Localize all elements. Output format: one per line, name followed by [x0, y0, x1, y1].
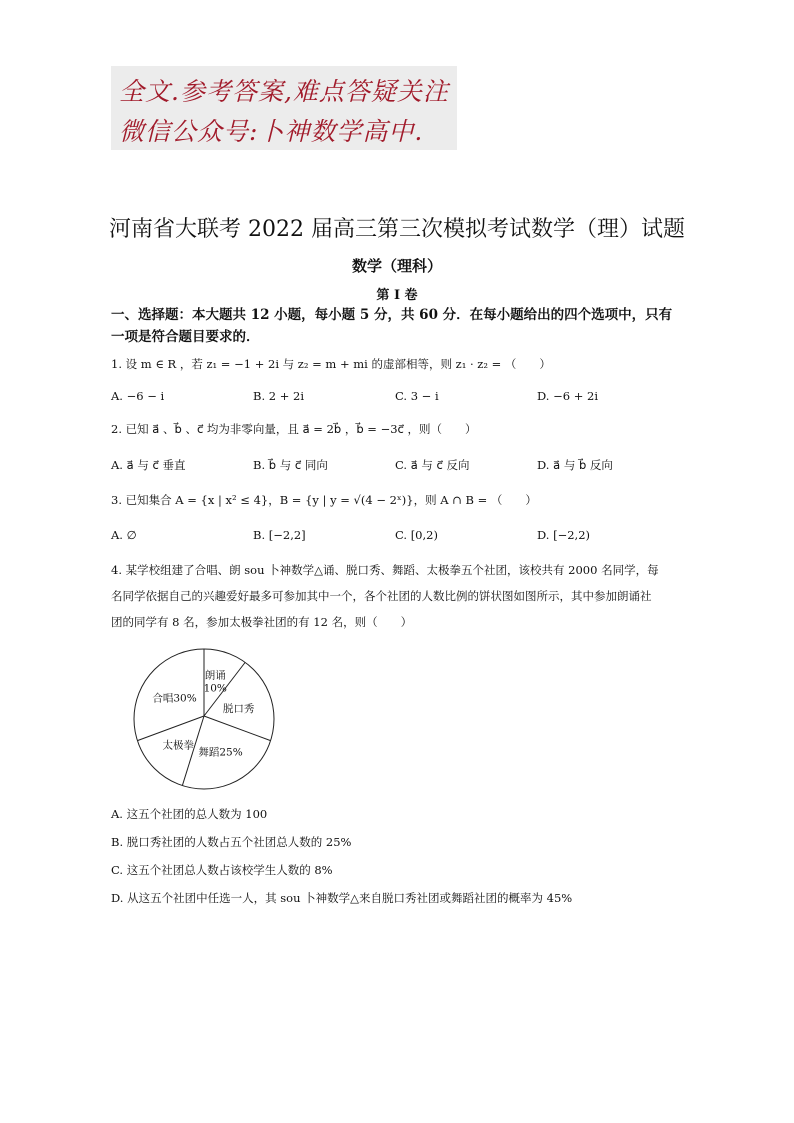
pie-slice-label: 舞蹈25%: [198, 746, 243, 759]
banner-line-1: 全文.参考答案,难点答疑关注: [119, 77, 449, 106]
q1-option-d: D. −6 + 2i: [537, 389, 599, 403]
page-subtitle: 数学（理科）: [351, 257, 442, 275]
question-1-stem: 1. 设 m ∈ R ，若 z₁ = −1 + 2i 与 z₂ = m + mi 的虚部相等，则 z₁ · z₂ = （ ）: [111, 357, 551, 371]
pie-slice-label: 合唱30%: [152, 692, 197, 705]
q4-stem-line-3: 团的同学有 8 名，参加太极拳社团的有 12 名，则（ ）: [111, 615, 413, 629]
q2-option-c: C. a⃗ 与 c⃗ 反向: [395, 458, 470, 472]
q4-option-c: C. 这五个社团总人数占该校学生人数的 8%: [111, 863, 333, 877]
volume-label: 第 I 卷: [376, 288, 418, 303]
q2-option-a: A. a⃗ 与 c⃗ 垂直: [111, 458, 186, 472]
q3-option-b: B. [−2,2]: [253, 528, 306, 542]
q3-option-c: C. [0,2): [395, 528, 438, 542]
question-3-stem: 3. 已知集合 A = {x | x² ≤ 4}，B = {y | y = √(4 − 2ˣ)}，则 A ∩ B = （ ）: [111, 493, 537, 507]
banner-line-2: 微信公众号:卜神数学高中.: [119, 117, 424, 146]
q1-option-a: A. −6 − i: [111, 389, 165, 403]
question-4-stem: [111, 557, 686, 635]
question-2-stem: 2. 已知 a⃗ 、b⃗ 、c⃗ 均为非零向量，且 a⃗ = 2b⃗ ，b⃗ = −3c⃗ ，则（ ）: [111, 422, 477, 436]
handwritten-banner: [111, 66, 457, 150]
pie-slice-label: 朗诵 10%: [203, 669, 227, 695]
q4-stem-line-2: 名同学依据自己的兴趣爱好最多可参加其中一个，各个社团的人数比例的饼状图如图所示，其中参加朗诵社: [111, 589, 652, 603]
q4-option-b: B. 脱口秀社团的人数占五个社团总人数的 25%: [111, 835, 352, 849]
q1-option-c: C. 3 − i: [395, 389, 439, 403]
pie-slice-label: 太极拳: [162, 739, 195, 752]
q4-option-d: D. 从这五个社团中任选一人，其 sou 卜神数学△来自脱口秀社团或舞蹈社团的概率为 45%: [111, 891, 573, 905]
pie-chart: [129, 644, 279, 794]
q3-option-a: A. ∅: [111, 528, 137, 542]
q2-option-d: D. a⃗ 与 b⃗ 反向: [537, 458, 613, 472]
q4-option-a: A. 这五个社团的总人数为 100: [111, 807, 268, 821]
q1-option-b: B. 2 + 2i: [253, 389, 305, 403]
q2-option-b: B. b⃗ 与 c⃗ 同向: [253, 458, 328, 472]
page-title: 河南省大联考 2022 届高三第三次模拟考试数学（理）试题: [109, 217, 685, 242]
pie-slice-label: 脱口秀: [222, 702, 255, 715]
q3-option-d: D. [−2,2): [537, 528, 591, 542]
section-heading: 一、选择题：本大题共 12 小题，每小题 5 分，共 60 分．在每小题给出的四个选项中，只有一项是符合题目要求的．: [111, 307, 673, 345]
q4-stem-line-1: 4. 某学校组建了合唱、朗 sou 卜神数学△诵、脱口秀、舞蹈、太极拳五个社团，该校共有 2000 名同学，每: [111, 563, 659, 577]
